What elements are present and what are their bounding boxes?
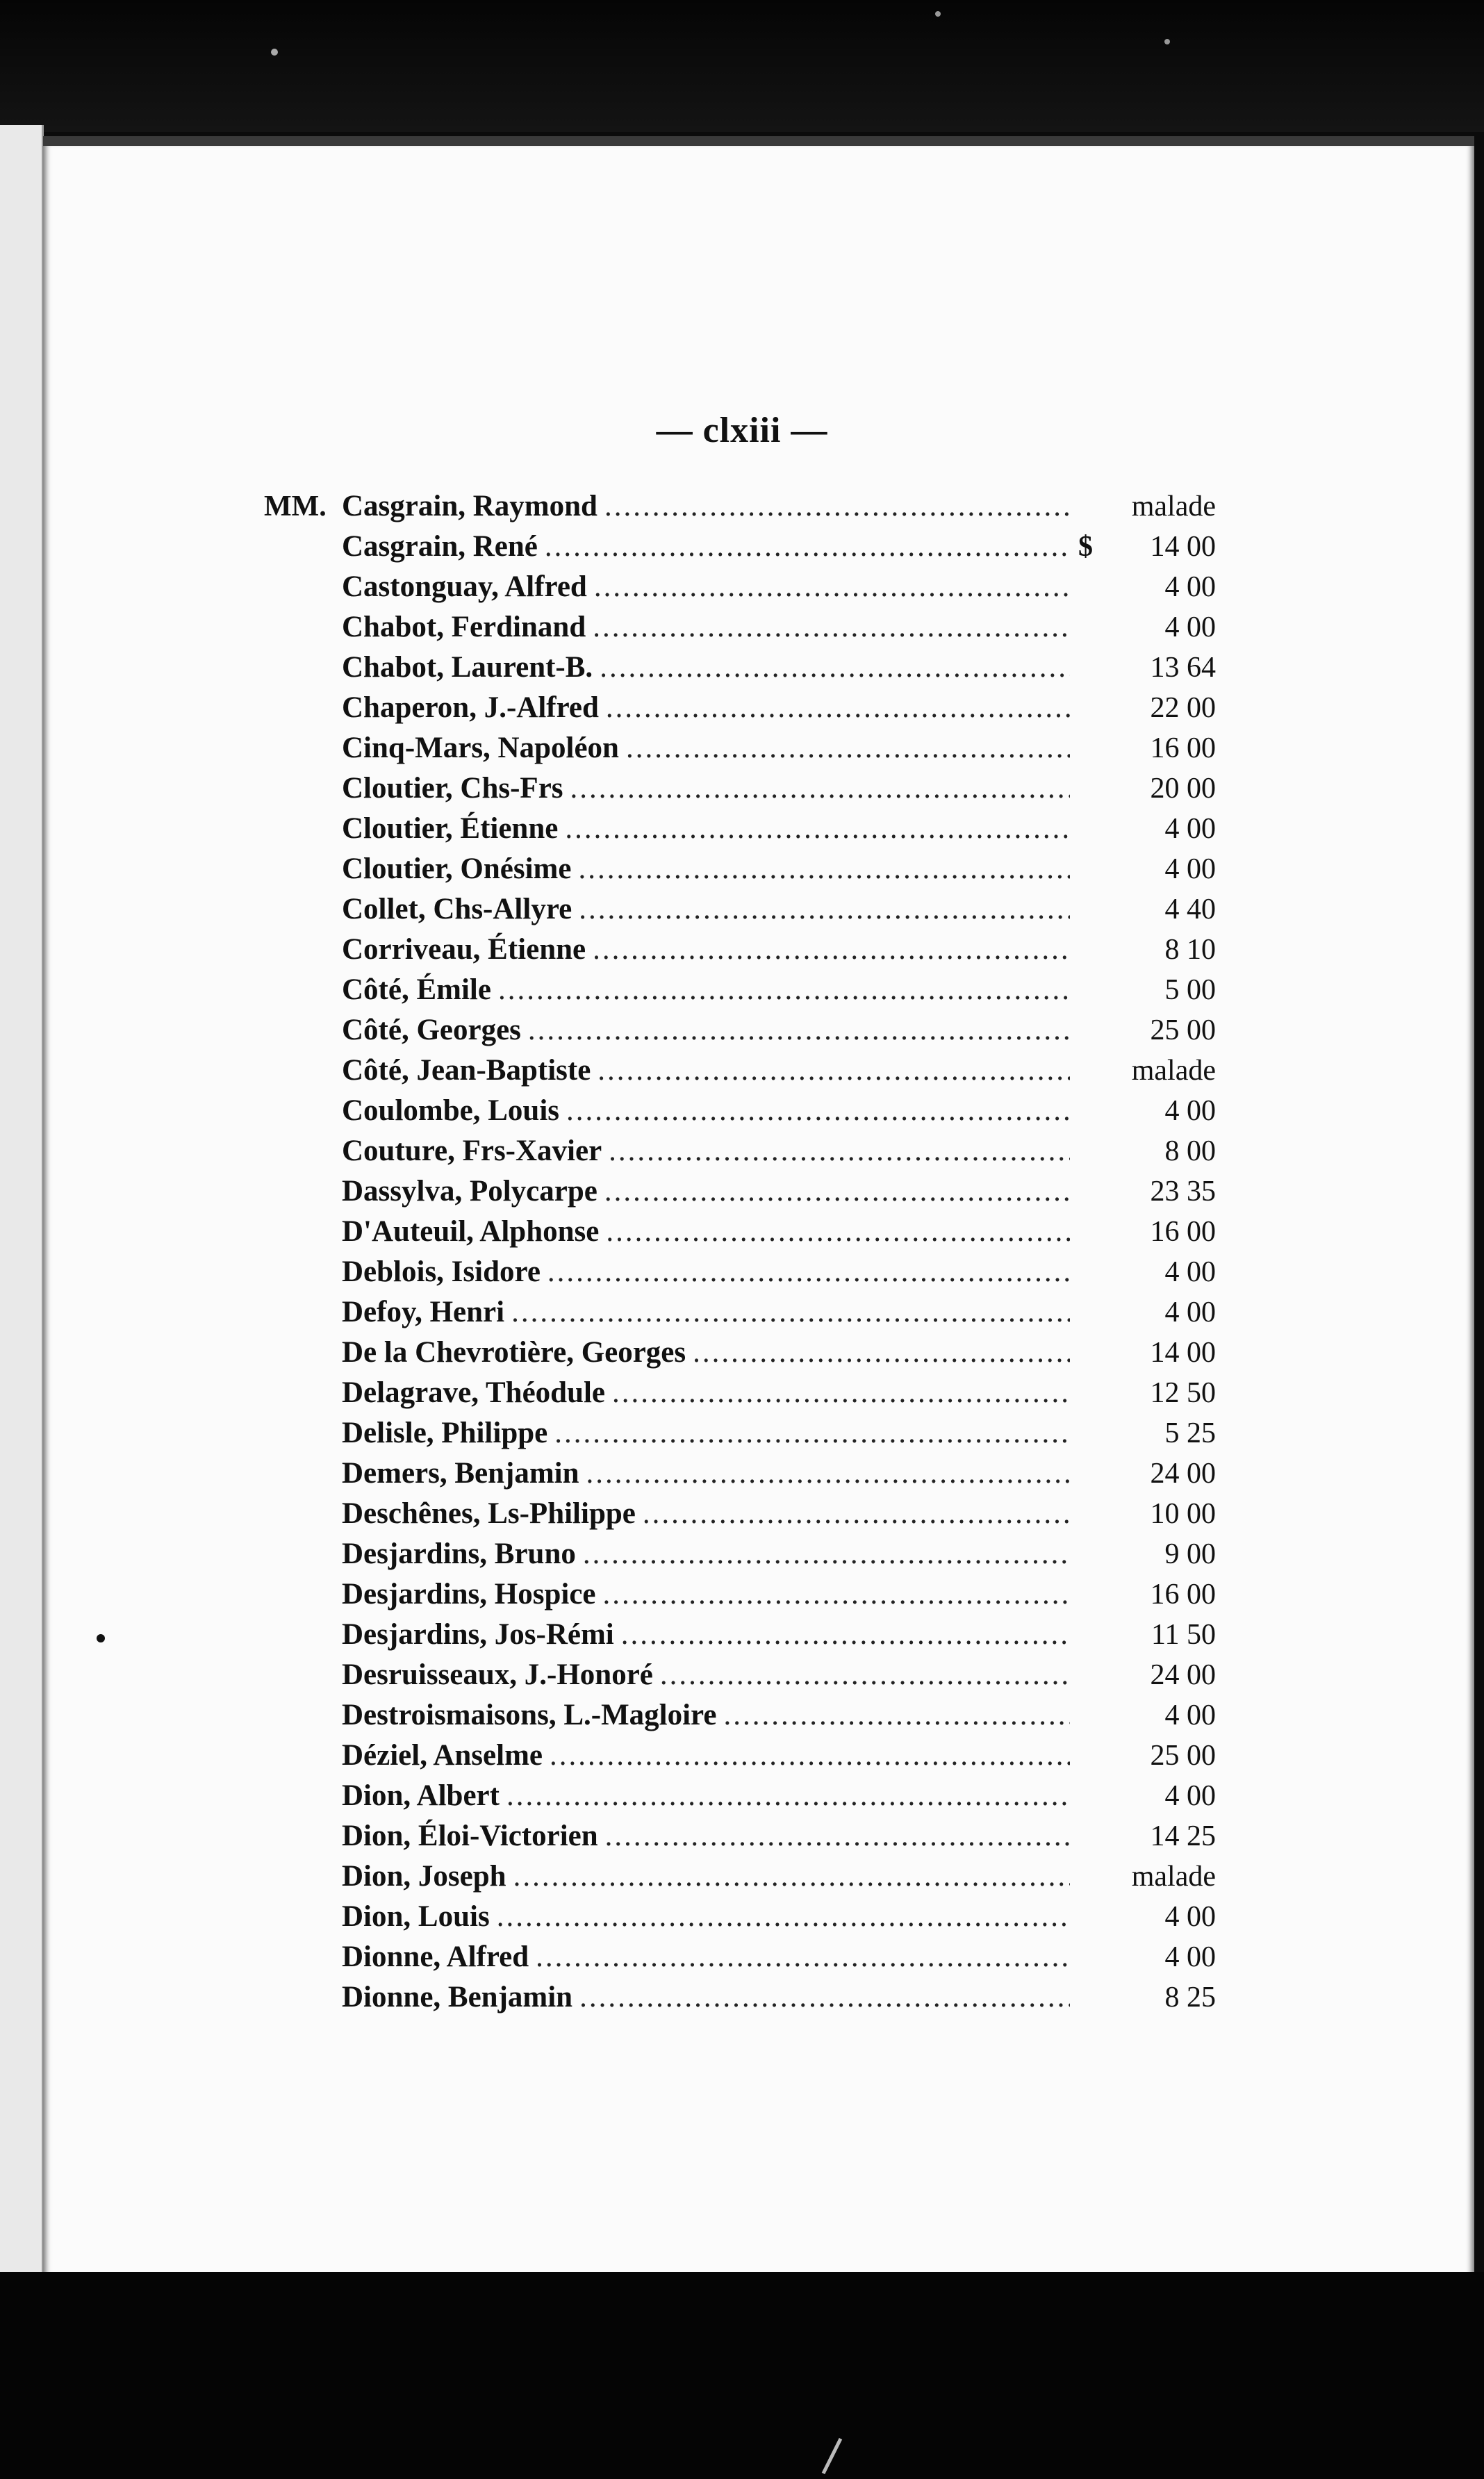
dot-leader	[586, 1453, 1070, 1494]
list-item	[264, 486, 1216, 527]
dot-leader	[626, 728, 1070, 768]
entry-amount: 4 40	[1164, 893, 1216, 925]
entry-name: Castonguay, Alfred	[342, 570, 587, 603]
list-item	[264, 809, 1216, 849]
list-item	[264, 1937, 1216, 1977]
scan-background-bottom	[0, 2272, 1484, 2479]
entry-name: Déziel, Anselme	[342, 1739, 543, 1772]
list-item	[264, 1453, 1216, 1494]
entry-name: Collet, Chs-Allyre	[342, 893, 572, 925]
list-item	[264, 1494, 1216, 1534]
entry-amount: malade	[1131, 1055, 1216, 1087]
entry-name: Dassylva, Polycarpe	[342, 1175, 597, 1208]
dot-leader	[604, 486, 1070, 527]
entry-name: Cloutier, Onésime	[342, 853, 572, 885]
entry-name: Chabot, Ferdinand	[342, 611, 586, 643]
entry-name: Deblois, Isidore	[342, 1255, 541, 1288]
list-item	[264, 1695, 1216, 1736]
entry-name: Defoy, Henri	[342, 1296, 505, 1328]
list-item	[264, 1736, 1216, 1776]
list-item	[264, 930, 1216, 970]
dot-leader	[536, 1937, 1070, 1977]
entry-amount: 8 00	[1164, 1135, 1216, 1167]
entry-amount: 10 00	[1150, 1498, 1216, 1530]
dot-leader	[511, 1292, 1070, 1333]
subscriber-list	[264, 486, 1216, 2018]
dot-leader	[506, 1776, 1070, 1816]
entry-amount: 4 00	[1164, 853, 1216, 885]
page-folio: — clxiii —	[656, 411, 828, 450]
entry-name: Delisle, Philippe	[342, 1417, 548, 1449]
dot-leader	[603, 1574, 1071, 1615]
dot-leader	[660, 1655, 1070, 1695]
dot-leader	[583, 1534, 1070, 1574]
entry-amount: 8 25	[1164, 1982, 1216, 2013]
entry-name: Côté, Jean-Baptiste	[342, 1054, 591, 1087]
list-item	[264, 607, 1216, 648]
list-item	[264, 527, 1216, 567]
entry-amount: 4 00	[1164, 1699, 1216, 1731]
entry-name: Coulombe, Louis	[342, 1094, 560, 1127]
dot-leader	[594, 567, 1070, 607]
entry-name: Destroismaisons, L.-Magloire	[342, 1699, 717, 1731]
dot-leader	[605, 1816, 1070, 1856]
dot-leader	[566, 1091, 1070, 1131]
entry-amount: 13 64	[1150, 652, 1216, 684]
list-item	[264, 1655, 1216, 1695]
entry-amount: 16 00	[1150, 732, 1216, 764]
entry-name: Cloutier, Étienne	[342, 812, 559, 845]
entry-amount: 12 50	[1150, 1377, 1216, 1409]
list-item	[264, 1413, 1216, 1453]
dot-leader	[550, 1736, 1070, 1776]
currency-symbol: $	[1078, 531, 1093, 563]
entry-name: De la Chevrotière, Georges	[342, 1336, 686, 1369]
entry-amount: 24 00	[1150, 1659, 1216, 1691]
list-item	[264, 1977, 1216, 2018]
dot-leader	[545, 527, 1070, 567]
entry-amount: 24 00	[1150, 1458, 1216, 1490]
dot-leader	[593, 607, 1070, 648]
entry-name: Desruisseaux, J.-Honoré	[342, 1658, 653, 1691]
entry-name: Corriveau, Étienne	[342, 933, 586, 966]
entry-name: Cinq-Mars, Napoléon	[342, 732, 619, 764]
dot-leader	[612, 1373, 1070, 1413]
dot-leader	[643, 1494, 1070, 1534]
list-item	[264, 648, 1216, 688]
entry-name: Chaperon, J.-Alfred	[342, 691, 599, 724]
entry-amount: 5 25	[1164, 1417, 1216, 1449]
list-item	[264, 849, 1216, 889]
list-item	[264, 1373, 1216, 1413]
dot-leader	[606, 1212, 1070, 1252]
entry-name: Casgrain, René	[342, 530, 538, 563]
list-item	[264, 688, 1216, 728]
entry-name: Dion, Joseph	[342, 1860, 506, 1893]
dot-leader	[498, 970, 1070, 1010]
entry-amount: 23 35	[1150, 1176, 1216, 1208]
dot-leader	[513, 1856, 1070, 1897]
scan-background-top	[0, 0, 1484, 132]
entry-amount: 16 00	[1150, 1216, 1216, 1248]
list-item	[264, 1897, 1216, 1937]
entry-amount: 9 00	[1164, 1538, 1216, 1570]
entry-amount: malade	[1131, 491, 1216, 522]
dot-leader	[554, 1413, 1070, 1453]
list-item	[264, 1051, 1216, 1091]
entry-amount: 14 25	[1150, 1820, 1216, 1852]
entry-name: Dion, Louis	[342, 1900, 490, 1933]
entry-amount: 8 10	[1164, 934, 1216, 966]
list-item	[264, 1615, 1216, 1655]
entry-name: Dion, Éloi-Victorien	[342, 1820, 598, 1852]
entry-name: Cloutier, Chs-Frs	[342, 772, 563, 805]
list-item	[264, 1010, 1216, 1051]
entry-amount: 22 00	[1150, 692, 1216, 724]
dot-leader	[497, 1897, 1070, 1937]
list-item	[264, 768, 1216, 809]
entry-amount: 20 00	[1150, 773, 1216, 805]
entry-name: Côté, Georges	[342, 1014, 521, 1046]
dot-leader	[609, 1131, 1070, 1171]
entry-amount: 4 00	[1164, 611, 1216, 643]
dot-leader	[597, 1051, 1070, 1091]
entry-amount: 4 00	[1164, 571, 1216, 603]
dot-leader	[604, 1171, 1070, 1212]
entry-name: Desjardins, Hospice	[342, 1578, 596, 1611]
entry-name: Côté, Émile	[342, 973, 491, 1006]
list-item	[264, 1534, 1216, 1574]
list-item	[264, 970, 1216, 1010]
dot-leader	[547, 1252, 1070, 1292]
entry-amount: malade	[1131, 1861, 1216, 1893]
entry-name: Chabot, Laurent-B.	[342, 651, 593, 684]
dot-leader	[606, 688, 1070, 728]
dot-leader	[621, 1615, 1070, 1655]
list-item	[264, 728, 1216, 768]
dot-leader	[693, 1333, 1070, 1373]
entry-name: Desjardins, Jos-Rémi	[342, 1618, 614, 1651]
entry-name: Couture, Frs-Xavier	[342, 1135, 602, 1167]
entry-name: Deschênes, Ls-Philippe	[342, 1497, 636, 1530]
entry-amount: 4 00	[1164, 1256, 1216, 1288]
dot-leader	[570, 768, 1070, 809]
list-item	[264, 567, 1216, 607]
list-item	[264, 1574, 1216, 1615]
list-item	[264, 1171, 1216, 1212]
dot-leader	[528, 1010, 1070, 1051]
entry-amount: 4 00	[1164, 1941, 1216, 1973]
entry-name: Dion, Albert	[342, 1779, 500, 1812]
dot-leader	[723, 1695, 1070, 1736]
dot-leader	[593, 930, 1070, 970]
list-item	[264, 1131, 1216, 1171]
list-item	[264, 1252, 1216, 1292]
entry-name: Dionne, Benjamin	[342, 1981, 573, 2013]
entry-name: Delagrave, Théodule	[342, 1376, 606, 1409]
dot-leader	[579, 889, 1070, 930]
entry-name: D'Auteuil, Alphonse	[342, 1215, 600, 1248]
list-item	[264, 1212, 1216, 1252]
entry-amount: 14 00	[1150, 1337, 1216, 1369]
entry-amount: 4 00	[1164, 1780, 1216, 1812]
entry-amount: 11 50	[1151, 1619, 1216, 1651]
list-item	[264, 1816, 1216, 1856]
honorific-prefix: MM.	[264, 491, 327, 522]
dot-leader	[578, 849, 1070, 889]
entry-name: Casgrain, Raymond	[342, 490, 597, 522]
entry-amount: 4 00	[1164, 1095, 1216, 1127]
entry-amount: 25 00	[1150, 1740, 1216, 1772]
list-item	[264, 889, 1216, 930]
list-item	[264, 1856, 1216, 1897]
entry-amount: 4 00	[1164, 813, 1216, 845]
entry-amount: 16 00	[1150, 1579, 1216, 1611]
list-item	[264, 1091, 1216, 1131]
dot-leader	[579, 1977, 1070, 2018]
entry-name: Demers, Benjamin	[342, 1457, 579, 1490]
list-item	[264, 1776, 1216, 1816]
list-item	[264, 1292, 1216, 1333]
entry-amount: 25 00	[1150, 1014, 1216, 1046]
list-item	[264, 1333, 1216, 1373]
entry-amount: 14 00	[1150, 531, 1216, 563]
entry-amount: 4 00	[1164, 1901, 1216, 1933]
entry-amount: 4 00	[1164, 1296, 1216, 1328]
entry-amount: 5 00	[1164, 974, 1216, 1006]
dot-leader	[600, 648, 1070, 688]
entry-name: Desjardins, Bruno	[342, 1538, 576, 1570]
entry-name: Dionne, Alfred	[342, 1941, 529, 1973]
dot-leader	[565, 809, 1070, 849]
